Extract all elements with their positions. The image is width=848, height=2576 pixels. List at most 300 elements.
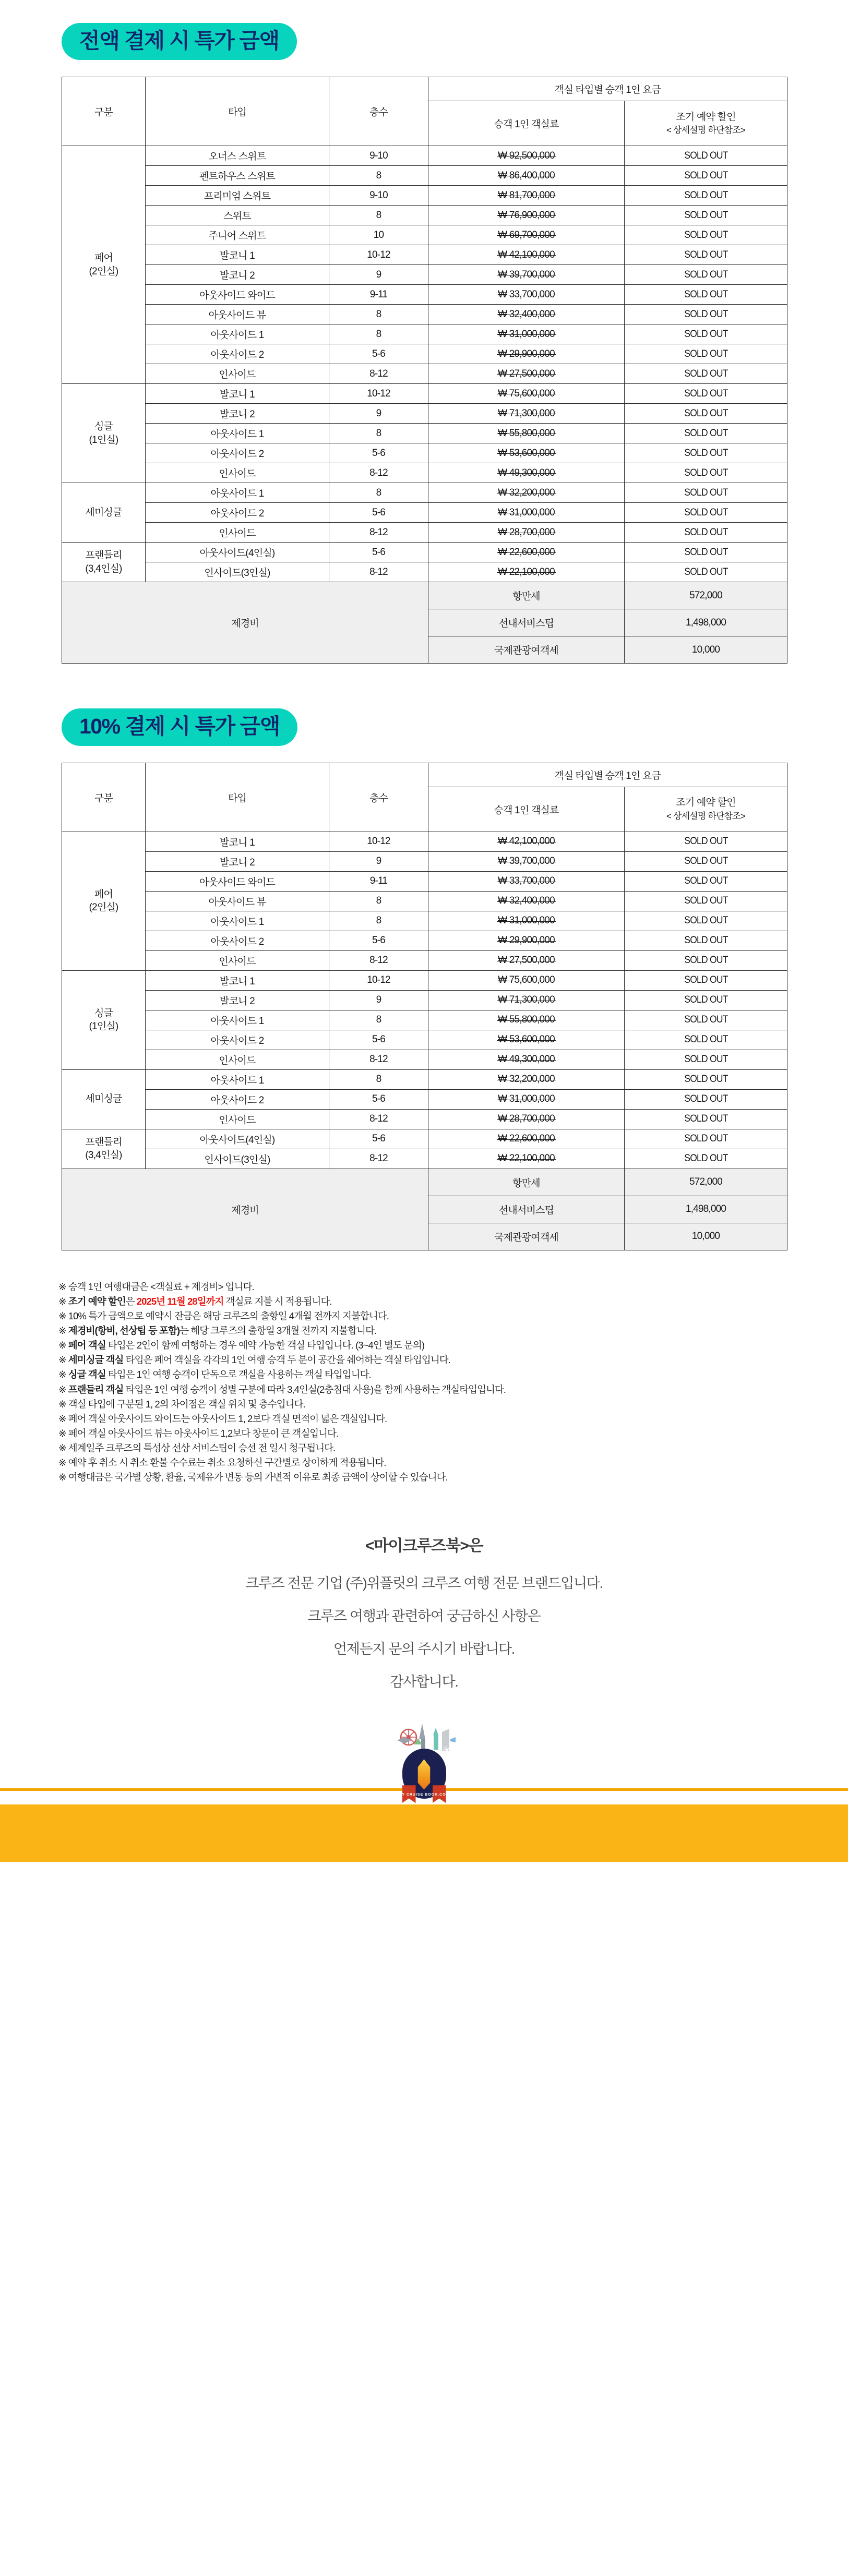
footnote-mark-icon: ※ xyxy=(58,1383,66,1395)
table-row xyxy=(62,1149,787,1169)
cell-fare xyxy=(428,245,625,265)
cell-floor: 8-12 xyxy=(329,364,428,384)
cell-fare xyxy=(428,186,625,206)
footnote-mark-icon: ※ xyxy=(58,1427,66,1439)
table-row xyxy=(62,245,787,265)
status-badge-sold-out: SOLD OUT xyxy=(631,166,781,186)
status-badge-sold-out: SOLD OUT xyxy=(631,225,781,245)
cell-floor: 9-10 xyxy=(329,146,428,166)
fee-name: 선내서비스팁 xyxy=(428,1196,625,1223)
fare-strikethrough: ₩ 42,100,000 xyxy=(498,249,555,260)
status-badge-sold-out: SOLD OUT xyxy=(631,832,781,851)
footnote-item xyxy=(58,1412,762,1426)
table-row xyxy=(62,324,787,344)
table-row xyxy=(62,871,787,891)
status-badge-sold-out: SOLD OUT xyxy=(631,1109,781,1129)
section-heading-wrap-1 xyxy=(0,0,848,60)
col-header-group: 구분 xyxy=(62,77,146,146)
table-row xyxy=(62,265,787,285)
fare-strikethrough: ₩ 31,000,000 xyxy=(498,328,555,340)
cell-fare xyxy=(428,1109,625,1129)
cell-room-type: 발코니 2 xyxy=(146,851,329,871)
fee-name: 국제관광여객세 xyxy=(428,1223,625,1250)
brand-message xyxy=(0,1485,848,1689)
price-table-wrap-1 xyxy=(0,60,848,664)
footnote-text: 객실 타입에 구분된 1, 2의 차이점은 객실 위치 및 층수입니다. xyxy=(66,1398,305,1410)
status-badge-sold-out: SOLD OUT xyxy=(631,970,781,990)
cell-room-type: 인사이드 xyxy=(146,950,329,970)
cell-room-type: 아웃사이드(4인실) xyxy=(146,543,329,562)
cell-fare xyxy=(428,970,625,990)
table-row xyxy=(62,285,787,305)
cell-floor: 8-12 xyxy=(329,1109,428,1129)
table-row xyxy=(62,931,787,950)
fare-strikethrough: ₩ 75,600,000 xyxy=(498,974,555,986)
footnote-mark-icon: ※ xyxy=(58,1457,66,1468)
row-group-label: 세미싱글 xyxy=(62,1069,146,1129)
cell-room-type: 아웃사이드 2 xyxy=(146,344,329,364)
footnote-text: 10% 특가 금액으로 예약시 잔금은 해당 크루즈의 출항일 4개월 전까지 지불합니다. xyxy=(66,1310,389,1321)
footnote-item xyxy=(58,1309,762,1323)
star-icon: ✳ xyxy=(441,1743,452,1758)
status-badge-sold-out: SOLD OUT xyxy=(631,265,781,285)
cell-floor: 9-10 xyxy=(329,186,428,206)
footnote-mark-icon: ※ xyxy=(58,1340,66,1351)
cell-fare xyxy=(428,523,625,543)
cell-fare xyxy=(428,404,625,424)
fare-strikethrough: ₩ 71,300,000 xyxy=(498,994,555,1006)
fare-strikethrough: ₩ 32,200,000 xyxy=(498,487,555,498)
status-badge-sold-out: SOLD OUT xyxy=(631,344,781,364)
col-header-type: 타입 xyxy=(146,763,329,832)
fee-name: 항만세 xyxy=(428,582,625,609)
cell-floor: 5-6 xyxy=(329,1030,428,1050)
footnote-lead: 페어 객실 xyxy=(66,1340,106,1351)
fee-value: 572,000 xyxy=(625,582,787,609)
col-header-span: 객실 타입별 승객 1인 요금 xyxy=(428,763,787,787)
footnote-item xyxy=(58,1353,762,1367)
fee-name: 국제관광여객세 xyxy=(428,636,625,664)
cell-fare xyxy=(428,1149,625,1169)
cell-room-type: 아웃사이드 2 xyxy=(146,931,329,950)
status-badge-sold-out: SOLD OUT xyxy=(631,911,781,931)
cell-floor: 5-6 xyxy=(329,1129,428,1149)
footnote-item xyxy=(58,1338,762,1353)
status-badge-sold-out: SOLD OUT xyxy=(631,285,781,305)
table-row xyxy=(62,384,787,404)
fare-strikethrough: ₩ 53,600,000 xyxy=(498,1034,555,1045)
footnote-lead: 조기 예약 할인 xyxy=(66,1295,126,1307)
footnote-item xyxy=(58,1441,762,1455)
col-header-discount xyxy=(625,787,787,832)
cell-floor: 8-12 xyxy=(329,523,428,543)
status-badge-sold-out: SOLD OUT xyxy=(631,1050,781,1069)
status-badge-sold-out: SOLD OUT xyxy=(631,324,781,344)
cell-room-type: 인사이드(3인실) xyxy=(146,1149,329,1169)
status-badge-sold-out: SOLD OUT xyxy=(631,1089,781,1109)
fee-row xyxy=(62,1169,787,1196)
cell-room-type: 발코니 1 xyxy=(146,970,329,990)
status-badge-sold-out: SOLD OUT xyxy=(631,206,781,225)
cell-fare xyxy=(428,324,625,344)
cell-floor: 9 xyxy=(329,990,428,1010)
cell-floor: 10-12 xyxy=(329,384,428,404)
logo-wrap xyxy=(0,1689,848,1797)
table-head xyxy=(62,763,787,832)
cell-floor: 10-12 xyxy=(329,245,428,265)
fee-value: 1,498,000 xyxy=(625,609,787,636)
cell-fare xyxy=(428,364,625,384)
cell-fare xyxy=(428,891,625,911)
cell-fare xyxy=(428,1069,625,1089)
footnote-lead: 싱글 객실 xyxy=(66,1369,106,1380)
status-badge-sold-out: SOLD OUT xyxy=(631,305,781,324)
cell-floor: 8 xyxy=(329,891,428,911)
fare-strikethrough: ₩ 71,300,000 xyxy=(498,407,555,419)
cell-floor: 8 xyxy=(329,305,428,324)
table-row xyxy=(62,1030,787,1050)
cell-fare xyxy=(428,285,625,305)
cell-floor: 5-6 xyxy=(329,344,428,364)
table-header-row-top xyxy=(62,763,787,787)
table-row xyxy=(62,443,787,463)
cell-room-type: 아웃사이드 2 xyxy=(146,503,329,523)
cell-fare xyxy=(428,483,625,503)
cell-room-type: 발코니 1 xyxy=(146,832,329,851)
footnote-highlight: 2025년 11월 28일까지 xyxy=(136,1295,224,1307)
status-badge-sold-out: SOLD OUT xyxy=(631,443,781,463)
footnote-lead: 제경비(항비, 선상팁 등 포함) xyxy=(66,1325,180,1337)
table-row xyxy=(62,463,787,483)
footnote-mark-icon: ※ xyxy=(58,1472,66,1483)
fare-strikethrough: ₩ 27,500,000 xyxy=(498,955,555,966)
status-badge-sold-out: SOLD OUT xyxy=(631,523,781,543)
row-group-label: 프랜들리 (3,4인실) xyxy=(62,543,146,582)
cell-floor: 8 xyxy=(329,424,428,443)
footnote-text: 승객 1인 여행대금은 <객실료 + 제경비> 입니다. xyxy=(66,1281,254,1292)
fare-strikethrough: ₩ 49,300,000 xyxy=(498,467,555,478)
cell-floor: 8-12 xyxy=(329,1050,428,1069)
fare-strikethrough: ₩ 39,700,000 xyxy=(498,269,555,280)
fare-strikethrough: ₩ 27,500,000 xyxy=(498,368,555,379)
table-row xyxy=(62,1010,787,1030)
footnote-mark-icon: ※ xyxy=(58,1325,66,1337)
status-badge-sold-out: SOLD OUT xyxy=(631,483,781,503)
status-badge-sold-out: SOLD OUT xyxy=(631,562,781,582)
cell-fare xyxy=(428,562,625,582)
table-row xyxy=(62,364,787,384)
cell-room-type: 발코니 1 xyxy=(146,384,329,404)
cell-room-type: 아웃사이드 와이드 xyxy=(146,285,329,305)
cell-fare xyxy=(428,265,625,285)
table-row xyxy=(62,1129,787,1149)
footnote-item xyxy=(58,1323,762,1338)
cell-room-type: 펜트하우스 스위트 xyxy=(146,166,329,186)
fee-section-label: 제경비 xyxy=(62,1169,428,1250)
row-group-label: 페어 (2인실) xyxy=(62,832,146,970)
cell-floor: 8-12 xyxy=(329,463,428,483)
status-badge-sold-out: SOLD OUT xyxy=(631,146,781,166)
brand-line-4: 감사합니다. xyxy=(390,1674,458,1690)
cell-room-type: 인사이드 xyxy=(146,523,329,543)
fee-value: 10,000 xyxy=(625,1223,787,1250)
table-body xyxy=(62,832,787,1250)
status-badge-sold-out: SOLD OUT xyxy=(631,871,781,891)
cell-floor: 5-6 xyxy=(329,1089,428,1109)
footnote-mark-icon: ※ xyxy=(58,1442,66,1453)
fare-strikethrough: ₩ 76,900,000 xyxy=(498,209,555,221)
fare-strikethrough: ₩ 32,400,000 xyxy=(498,308,555,320)
fare-strikethrough: ₩ 69,700,000 xyxy=(498,229,555,240)
status-badge-sold-out: SOLD OUT xyxy=(631,384,781,404)
cell-fare xyxy=(428,1050,625,1069)
brand-line-2: 크루즈 여행과 관련하여 궁금하신 사항은 xyxy=(307,1608,541,1624)
table-row xyxy=(62,562,787,582)
row-group-label: 싱글 (1인실) xyxy=(62,970,146,1069)
cell-floor: 5-6 xyxy=(329,503,428,523)
cell-fare xyxy=(428,931,625,950)
cell-room-type: 프리미엄 스위트 xyxy=(146,186,329,206)
cell-fare xyxy=(428,911,625,931)
footnote-mark-icon: ※ xyxy=(58,1354,66,1366)
status-badge-sold-out: SOLD OUT xyxy=(631,1149,781,1169)
cell-room-type: 아웃사이드 1 xyxy=(146,324,329,344)
fee-section-label: 제경비 xyxy=(62,582,428,664)
cell-room-type: 아웃사이드 2 xyxy=(146,443,329,463)
table-row xyxy=(62,832,787,851)
fare-strikethrough: ₩ 42,100,000 xyxy=(498,836,555,847)
cell-floor: 8 xyxy=(329,483,428,503)
footnote-item xyxy=(58,1280,762,1294)
table-row xyxy=(62,305,787,324)
cell-room-type: 스위트 xyxy=(146,206,329,225)
footnote-text: 는 해당 크루즈의 출항일 3개월 전까지 지불합니다. xyxy=(180,1325,377,1337)
price-table-2 xyxy=(62,763,787,1250)
status-badge-sold-out: SOLD OUT xyxy=(631,1069,781,1089)
cell-room-type: 아웃사이드 2 xyxy=(146,1089,329,1109)
cell-fare xyxy=(428,225,625,245)
row-group-label: 프랜들리 (3,4인실) xyxy=(62,1129,146,1169)
fare-strikethrough: ₩ 31,000,000 xyxy=(498,507,555,518)
table-row xyxy=(62,911,787,931)
cell-fare xyxy=(428,443,625,463)
cell-floor: 8-12 xyxy=(329,950,428,970)
cell-room-type: 인사이드 xyxy=(146,364,329,384)
cell-room-type: 발코니 1 xyxy=(146,245,329,265)
footnote-text: 타입은 페어 객실을 각각의 1인 여행 승객 두 분이 공간을 쉐어하는 객실 타입입니다. xyxy=(123,1354,450,1366)
bottom-band xyxy=(0,1804,848,1862)
fare-strikethrough: ₩ 22,600,000 xyxy=(498,1133,555,1145)
cell-room-type: 인사이드 xyxy=(146,1050,329,1069)
cell-fare xyxy=(428,871,625,891)
table-row xyxy=(62,146,787,166)
cell-room-type: 아웃사이드 2 xyxy=(146,1030,329,1050)
cell-fare xyxy=(428,384,625,404)
cell-fare xyxy=(428,424,625,443)
table-row xyxy=(62,483,787,503)
footnote-mark-icon: ※ xyxy=(58,1295,66,1307)
cell-fare xyxy=(428,543,625,562)
table-row xyxy=(62,186,787,206)
table-row xyxy=(62,851,787,871)
cell-room-type: 아웃사이드 1 xyxy=(146,424,329,443)
fare-strikethrough: ₩ 28,700,000 xyxy=(498,526,555,538)
cell-room-type: 인사이드 xyxy=(146,463,329,483)
fare-strikethrough: ₩ 32,400,000 xyxy=(498,895,555,907)
cell-room-type: 주니어 스위트 xyxy=(146,225,329,245)
footnote-item xyxy=(58,1455,762,1470)
footnote-text: 타입은 2인이 함께 여행하는 경우 예약 가능한 객실 타입입니다. (3~4인 별도 문의) xyxy=(105,1340,425,1351)
status-badge-sold-out: SOLD OUT xyxy=(631,891,781,911)
cell-floor: 9-11 xyxy=(329,871,428,891)
fare-strikethrough: ₩ 75,600,000 xyxy=(498,388,555,399)
status-badge-sold-out: SOLD OUT xyxy=(631,950,781,970)
col-header-type: 타입 xyxy=(146,77,329,146)
fare-strikethrough: ₩ 49,300,000 xyxy=(498,1054,555,1065)
cell-floor: 8-12 xyxy=(329,562,428,582)
footnote-mark-icon: ※ xyxy=(58,1398,66,1410)
cell-fare xyxy=(428,1010,625,1030)
fare-strikethrough: ₩ 31,000,000 xyxy=(498,1093,555,1105)
cell-floor: 10-12 xyxy=(329,970,428,990)
table-row xyxy=(62,404,787,424)
fare-strikethrough: ₩ 22,600,000 xyxy=(498,546,555,558)
col-header-floor: 층수 xyxy=(329,763,428,832)
footnote-item xyxy=(58,1470,762,1485)
col-header-fare: 승객 1인 객실료 xyxy=(428,787,625,832)
cell-room-type: 발코니 2 xyxy=(146,265,329,285)
col-header-discount xyxy=(625,101,787,146)
table-row xyxy=(62,1050,787,1069)
price-table-wrap-2 xyxy=(0,746,848,1250)
footnote-lead: 세미싱글 객실 xyxy=(66,1354,124,1366)
fare-strikethrough: ₩ 55,800,000 xyxy=(498,427,555,439)
fare-strikethrough: ₩ 28,700,000 xyxy=(498,1113,555,1125)
fee-value: 10,000 xyxy=(625,636,787,664)
footnote-text: 타입은 1인 여행 승객이 성별 구분에 따라 3,4인실(2층침대 사용)을 함께 사용하는 객실타입입니다. xyxy=(123,1383,506,1395)
fare-strikethrough: ₩ 31,000,000 xyxy=(498,915,555,926)
footnote-text: 예약 후 취소 시 취소 환불 수수료는 취소 요청하신 구간별로 상이하게 적용됩니다. xyxy=(66,1457,386,1468)
cell-room-type: 오너스 스위트 xyxy=(146,146,329,166)
cell-fare xyxy=(428,463,625,483)
footnote-text: 은 xyxy=(125,1295,137,1307)
cell-floor: 10-12 xyxy=(329,832,428,851)
fare-strikethrough: ₩ 32,200,000 xyxy=(498,1074,555,1085)
cell-floor: 9 xyxy=(329,851,428,871)
status-badge-sold-out: SOLD OUT xyxy=(631,404,781,424)
cell-floor: 9-11 xyxy=(329,285,428,305)
row-group-label: 싱글 (1인실) xyxy=(62,384,146,483)
fare-strikethrough: ₩ 22,100,000 xyxy=(498,1153,555,1164)
status-badge-sold-out: SOLD OUT xyxy=(631,543,781,562)
cell-floor: 5-6 xyxy=(329,931,428,950)
footnote-text: 페어 객실 아웃사이드 뷰는 아웃사이드 1,2보다 창문이 큰 객실입니다. xyxy=(66,1427,339,1439)
cell-fare xyxy=(428,1030,625,1050)
fee-value: 572,000 xyxy=(625,1169,787,1196)
footnote-item xyxy=(58,1426,762,1441)
fare-strikethrough: ₩ 29,900,000 xyxy=(498,935,555,946)
table-row xyxy=(62,503,787,523)
footnote-item xyxy=(58,1382,762,1397)
brand-line-3: 언제든지 문의 주시기 바랍니다. xyxy=(333,1641,515,1657)
status-badge-sold-out: SOLD OUT xyxy=(631,424,781,443)
section-heading-2: 10% 결제 시 특가 금액 xyxy=(62,708,297,745)
footnote-mark-icon: ※ xyxy=(58,1369,66,1380)
cell-room-type: 아웃사이드 1 xyxy=(146,911,329,931)
table-row xyxy=(62,1069,787,1089)
cell-floor: 8 xyxy=(329,166,428,186)
table-row xyxy=(62,1109,787,1129)
cell-room-type: 아웃사이드 뷰 xyxy=(146,305,329,324)
status-badge-sold-out: SOLD OUT xyxy=(631,245,781,265)
cell-floor: 5-6 xyxy=(329,543,428,562)
col-header-group: 구분 xyxy=(62,763,146,832)
fare-strikethrough: ₩ 33,700,000 xyxy=(498,288,555,300)
col-header-fare: 승객 1인 객실료 xyxy=(428,101,625,146)
footnote-mark-icon: ※ xyxy=(58,1413,66,1424)
col-header-discount-main: 조기 예약 할인 xyxy=(676,797,736,809)
footnote-item xyxy=(58,1294,762,1309)
cell-fare xyxy=(428,166,625,186)
footnote-text: 여행대금은 국가별 상황, 환율, 국제유가 변동 등의 가변적 이유로 최종 금액이 상이할 수 있습니다. xyxy=(66,1472,448,1483)
fee-value: 1,498,000 xyxy=(625,1196,787,1223)
cell-room-type: 아웃사이드 와이드 xyxy=(146,871,329,891)
status-badge-sold-out: SOLD OUT xyxy=(631,503,781,523)
section-heading-1: 전액 결제 시 특가 금액 xyxy=(62,23,297,60)
fare-strikethrough: ₩ 22,100,000 xyxy=(498,566,555,577)
cell-room-type: 아웃사이드 1 xyxy=(146,1010,329,1030)
footnote-text: 세계일주 크루즈의 특성상 선상 서비스팁이 승선 전 일시 청구됩니다. xyxy=(66,1442,336,1453)
footnote-lead: 프랜들리 객실 xyxy=(66,1383,124,1395)
cell-room-type: 발코니 2 xyxy=(146,990,329,1010)
table-row xyxy=(62,424,787,443)
cell-room-type: 인사이드(3인실) xyxy=(146,562,329,582)
cell-fare xyxy=(428,503,625,523)
table-head xyxy=(62,77,787,146)
footnote-mark-icon: ※ xyxy=(58,1310,66,1321)
cell-fare xyxy=(428,305,625,324)
table-row xyxy=(62,891,787,911)
footnotes-list xyxy=(0,1250,762,1485)
col-header-discount-sub: < 상세설명 하단참조> xyxy=(666,811,746,821)
table-row xyxy=(62,950,787,970)
table-row xyxy=(62,166,787,186)
cell-floor: 9 xyxy=(329,265,428,285)
status-badge-sold-out: SOLD OUT xyxy=(631,1129,781,1149)
price-table-1 xyxy=(62,77,787,664)
table-row xyxy=(62,990,787,1010)
fare-strikethrough: ₩ 33,700,000 xyxy=(498,875,555,887)
cell-room-type: 인사이드 xyxy=(146,1109,329,1129)
row-group-label: 세미싱글 xyxy=(62,483,146,543)
cell-fare xyxy=(428,1089,625,1109)
table-row xyxy=(62,523,787,543)
brand-logo-icon xyxy=(388,1722,461,1800)
col-header-span: 객실 타입별 승객 1인 요금 xyxy=(428,77,787,101)
cell-fare xyxy=(428,344,625,364)
cell-room-type: 아웃사이드 1 xyxy=(146,483,329,503)
section-heading-wrap-2 xyxy=(0,664,848,745)
footnote-item xyxy=(58,1397,762,1412)
fee-name: 항만세 xyxy=(428,1169,625,1196)
cell-floor: 8 xyxy=(329,324,428,344)
cell-floor: 8 xyxy=(329,206,428,225)
cell-floor: 8 xyxy=(329,1069,428,1089)
table-row xyxy=(62,225,787,245)
cell-fare xyxy=(428,851,625,871)
status-badge-sold-out: SOLD OUT xyxy=(631,1010,781,1030)
cell-fare xyxy=(428,832,625,851)
